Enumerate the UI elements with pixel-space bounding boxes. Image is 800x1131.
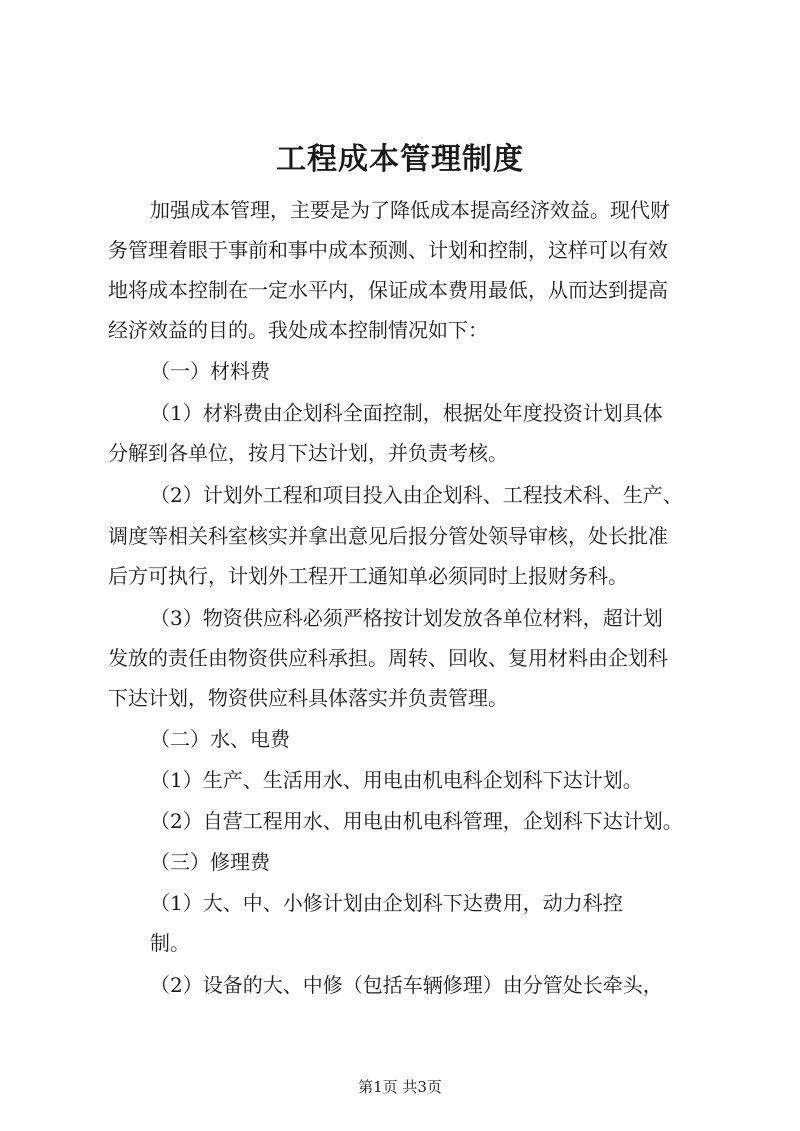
paragraph-line: （2）设备的大、中修（包括车辆修理）由分管处长牵头， [150,973,663,997]
paragraph-line: 制。 [150,931,190,955]
paragraph-line: （2）自营工程用水、用电由机电科管理，企划科下达计划。 [150,809,683,833]
paragraph-line: （2）计划外工程和项目投入由企划科、工程技术科、生产、 [150,483,683,507]
paragraph-line: 加强成本管理，主要是为了降低成本提高经济效益。现代财 [150,198,670,222]
paragraph-line: 发放的责任由物资供应科承担。周转、回收、复用材料由企划科 [108,646,668,670]
page-footer: 第1页 共3页 [358,1078,442,1096]
paragraph-line: 地将成本控制在一定水平内，保证成本费用最低，从而达到提高 [108,278,668,302]
paragraph-line: 调度等相关科室核实并拿出意见后报分管处领导审核，处长批准 [108,524,668,548]
section-heading: （一）材料费 [150,359,270,383]
paragraph-line: 务管理着眼于事前和事中成本预测、计划和控制，这样可以有效 [108,238,668,262]
paragraph-line: 经济效益的目的。我处成本控制情况如下： [108,318,488,342]
section-heading: （二）水、电费 [150,727,290,751]
paragraph-line: 分解到各单位，按月下达计划，并负责考核。 [108,441,508,465]
paragraph-line: 后方可执行，计划外工程开工通知单必须同时上报财务科。 [108,564,628,588]
paragraph-line: （1）材料费由企划科全面控制，根据处年度投资计划具体 [150,401,663,425]
section-heading: （三）修理费 [150,850,270,874]
paragraph-line: （1）生产、生活用水、用电由机电科企划科下达计划。 [150,768,643,792]
paragraph-line: （1）大、中、小修计划由企划科下达费用，动力科控 [150,891,623,915]
document-title: 工程成本管理制度 [276,142,524,177]
paragraph-line: （3）物资供应科必须严格按计划发放各单位材料，超计划 [150,606,663,630]
paragraph-line: 下达计划，物资供应科具体落实并负责管理。 [108,686,508,710]
